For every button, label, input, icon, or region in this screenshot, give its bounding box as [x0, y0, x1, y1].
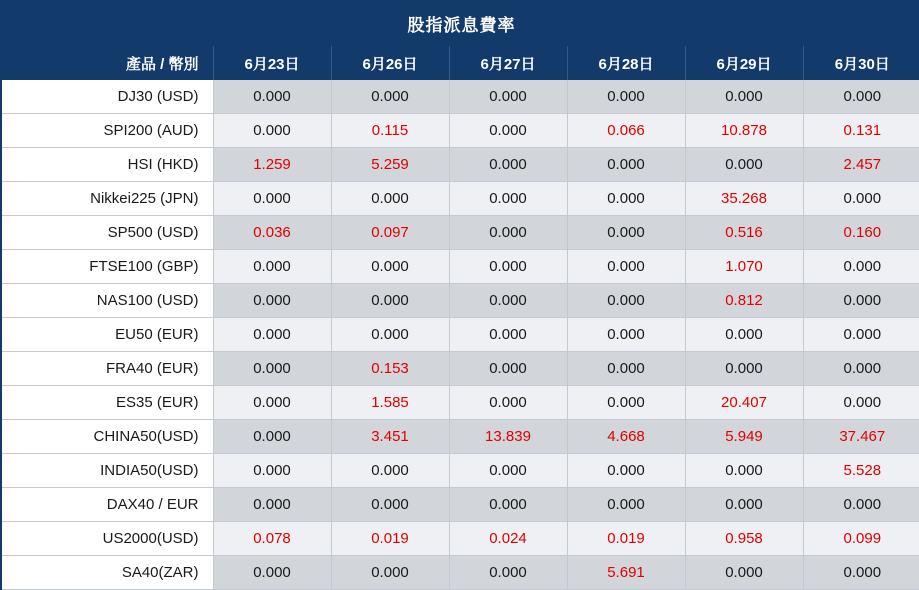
cell-value: 0.000	[685, 454, 803, 488]
cell-value: 0.000	[567, 216, 685, 250]
cell-value: 10.878	[685, 114, 803, 148]
cell-value: 1.585	[331, 386, 449, 420]
cell-value: 0.000	[331, 250, 449, 284]
cell-value: 5.691	[567, 556, 685, 590]
row-label: INDIA50(USD)	[2, 454, 213, 488]
cell-value: 0.000	[803, 556, 919, 590]
table-row	[2, 182, 919, 216]
cell-value: 0.000	[803, 488, 919, 522]
cell-value: 0.812	[685, 284, 803, 318]
cell-value: 0.019	[567, 522, 685, 556]
cell-value: 0.131	[803, 114, 919, 148]
cell-value: 0.000	[449, 556, 567, 590]
cell-value: 0.000	[803, 318, 919, 352]
cell-value: 0.000	[331, 454, 449, 488]
cell-value: 3.451	[331, 420, 449, 454]
cell-value: 0.000	[685, 556, 803, 590]
cell-value: 0.000	[685, 80, 803, 114]
cell-value: 0.000	[213, 420, 331, 454]
row-label: DJ30 (USD)	[2, 80, 213, 114]
cell-value: 0.000	[803, 80, 919, 114]
table-row	[2, 454, 919, 488]
cell-value: 0.000	[213, 352, 331, 386]
table-row	[2, 522, 919, 556]
cell-value: 0.024	[449, 522, 567, 556]
cell-value: 0.000	[567, 352, 685, 386]
cell-value: 0.000	[803, 284, 919, 318]
table-row	[2, 114, 919, 148]
cell-value: 0.000	[331, 182, 449, 216]
cell-value: 0.153	[331, 352, 449, 386]
cell-value: 0.160	[803, 216, 919, 250]
cell-value: 0.097	[331, 216, 449, 250]
table-row	[2, 284, 919, 318]
cell-value: 5.259	[331, 148, 449, 182]
table-header-row	[2, 46, 919, 80]
table-body	[2, 80, 919, 590]
cell-value: 0.516	[685, 216, 803, 250]
row-label: EU50 (EUR)	[2, 318, 213, 352]
cell-value: 0.000	[685, 148, 803, 182]
cell-value: 0.099	[803, 522, 919, 556]
row-label: FTSE100 (GBP)	[2, 250, 213, 284]
row-label: SA40(ZAR)	[2, 556, 213, 590]
row-label: SPI200 (AUD)	[2, 114, 213, 148]
cell-value: 0.000	[449, 454, 567, 488]
cell-value: 4.668	[567, 420, 685, 454]
column-header-date-6: 6月30日	[803, 46, 919, 80]
cell-value: 0.000	[685, 488, 803, 522]
cell-value: 0.000	[449, 182, 567, 216]
cell-value: 13.839	[449, 420, 567, 454]
cell-value: 0.000	[567, 250, 685, 284]
cell-value: 0.000	[213, 114, 331, 148]
table-row	[2, 148, 919, 182]
table-row	[2, 216, 919, 250]
cell-value: 0.019	[331, 522, 449, 556]
column-header-date-3: 6月27日	[449, 46, 567, 80]
cell-value: 0.000	[331, 556, 449, 590]
cell-value: 0.000	[213, 488, 331, 522]
table-row	[2, 420, 919, 454]
row-label: Nikkei225 (JPN)	[2, 182, 213, 216]
column-header-date-1: 6月23日	[213, 46, 331, 80]
cell-value: 0.000	[449, 216, 567, 250]
cell-value: 0.000	[213, 556, 331, 590]
cell-value: 0.000	[567, 488, 685, 522]
table-row	[2, 352, 919, 386]
table-head	[2, 0, 919, 80]
row-label: US2000(USD)	[2, 522, 213, 556]
cell-value: 0.000	[449, 488, 567, 522]
column-header-date-2: 6月26日	[331, 46, 449, 80]
cell-value: 0.000	[567, 318, 685, 352]
cell-value: 0.000	[213, 454, 331, 488]
cell-value: 0.036	[213, 216, 331, 250]
page-title: 股指派息費率	[2, 0, 919, 46]
cell-value: 5.528	[803, 454, 919, 488]
cell-value: 20.407	[685, 386, 803, 420]
cell-value: 0.000	[331, 488, 449, 522]
row-label: SP500 (USD)	[2, 216, 213, 250]
cell-value: 37.467	[803, 420, 919, 454]
cell-value: 1.259	[213, 148, 331, 182]
table-row	[2, 556, 919, 590]
cell-value: 0.000	[213, 250, 331, 284]
cell-value: 0.000	[567, 284, 685, 318]
cell-value: 0.000	[567, 148, 685, 182]
cell-value: 0.000	[213, 386, 331, 420]
cell-value: 0.000	[803, 250, 919, 284]
cell-value: 0.000	[567, 386, 685, 420]
cell-value: 0.000	[449, 114, 567, 148]
cell-value: 0.000	[213, 318, 331, 352]
cell-value: 0.000	[213, 284, 331, 318]
table-row	[2, 488, 919, 522]
cell-value: 5.949	[685, 420, 803, 454]
cell-value: 0.000	[213, 182, 331, 216]
dividend-fee-table	[2, 0, 919, 590]
cell-value: 0.000	[567, 454, 685, 488]
cell-value: 35.268	[685, 182, 803, 216]
row-label: CHINA50(USD)	[2, 420, 213, 454]
cell-value: 0.000	[449, 148, 567, 182]
cell-value: 0.000	[449, 318, 567, 352]
cell-value: 0.958	[685, 522, 803, 556]
column-header-product: 產品 / 幣別	[2, 46, 213, 80]
cell-value: 0.000	[567, 80, 685, 114]
cell-value: 0.000	[331, 80, 449, 114]
cell-value: 0.000	[685, 352, 803, 386]
cell-value: 0.000	[803, 352, 919, 386]
cell-value: 0.000	[449, 386, 567, 420]
cell-value: 0.000	[685, 318, 803, 352]
cell-value: 0.000	[803, 386, 919, 420]
cell-value: 0.000	[331, 284, 449, 318]
table-row	[2, 386, 919, 420]
cell-value: 0.000	[449, 352, 567, 386]
cell-value: 2.457	[803, 148, 919, 182]
table-row	[2, 250, 919, 284]
cell-value: 1.070	[685, 250, 803, 284]
cell-value: 0.000	[567, 182, 685, 216]
row-label: DAX40 / EUR	[2, 488, 213, 522]
row-label: FRA40 (EUR)	[2, 352, 213, 386]
table-row	[2, 80, 919, 114]
table-title-row	[2, 0, 919, 46]
cell-value: 0.000	[213, 80, 331, 114]
table-row	[2, 318, 919, 352]
cell-value: 0.000	[331, 318, 449, 352]
cell-value: 0.066	[567, 114, 685, 148]
column-header-date-5: 6月29日	[685, 46, 803, 80]
cell-value: 0.000	[449, 250, 567, 284]
row-label: HSI (HKD)	[2, 148, 213, 182]
cell-value: 0.000	[803, 182, 919, 216]
row-label: NAS100 (USD)	[2, 284, 213, 318]
column-header-date-4: 6月28日	[567, 46, 685, 80]
cell-value: 0.115	[331, 114, 449, 148]
cell-value: 0.078	[213, 522, 331, 556]
cell-value: 0.000	[449, 80, 567, 114]
row-label: ES35 (EUR)	[2, 386, 213, 420]
cell-value: 0.000	[449, 284, 567, 318]
